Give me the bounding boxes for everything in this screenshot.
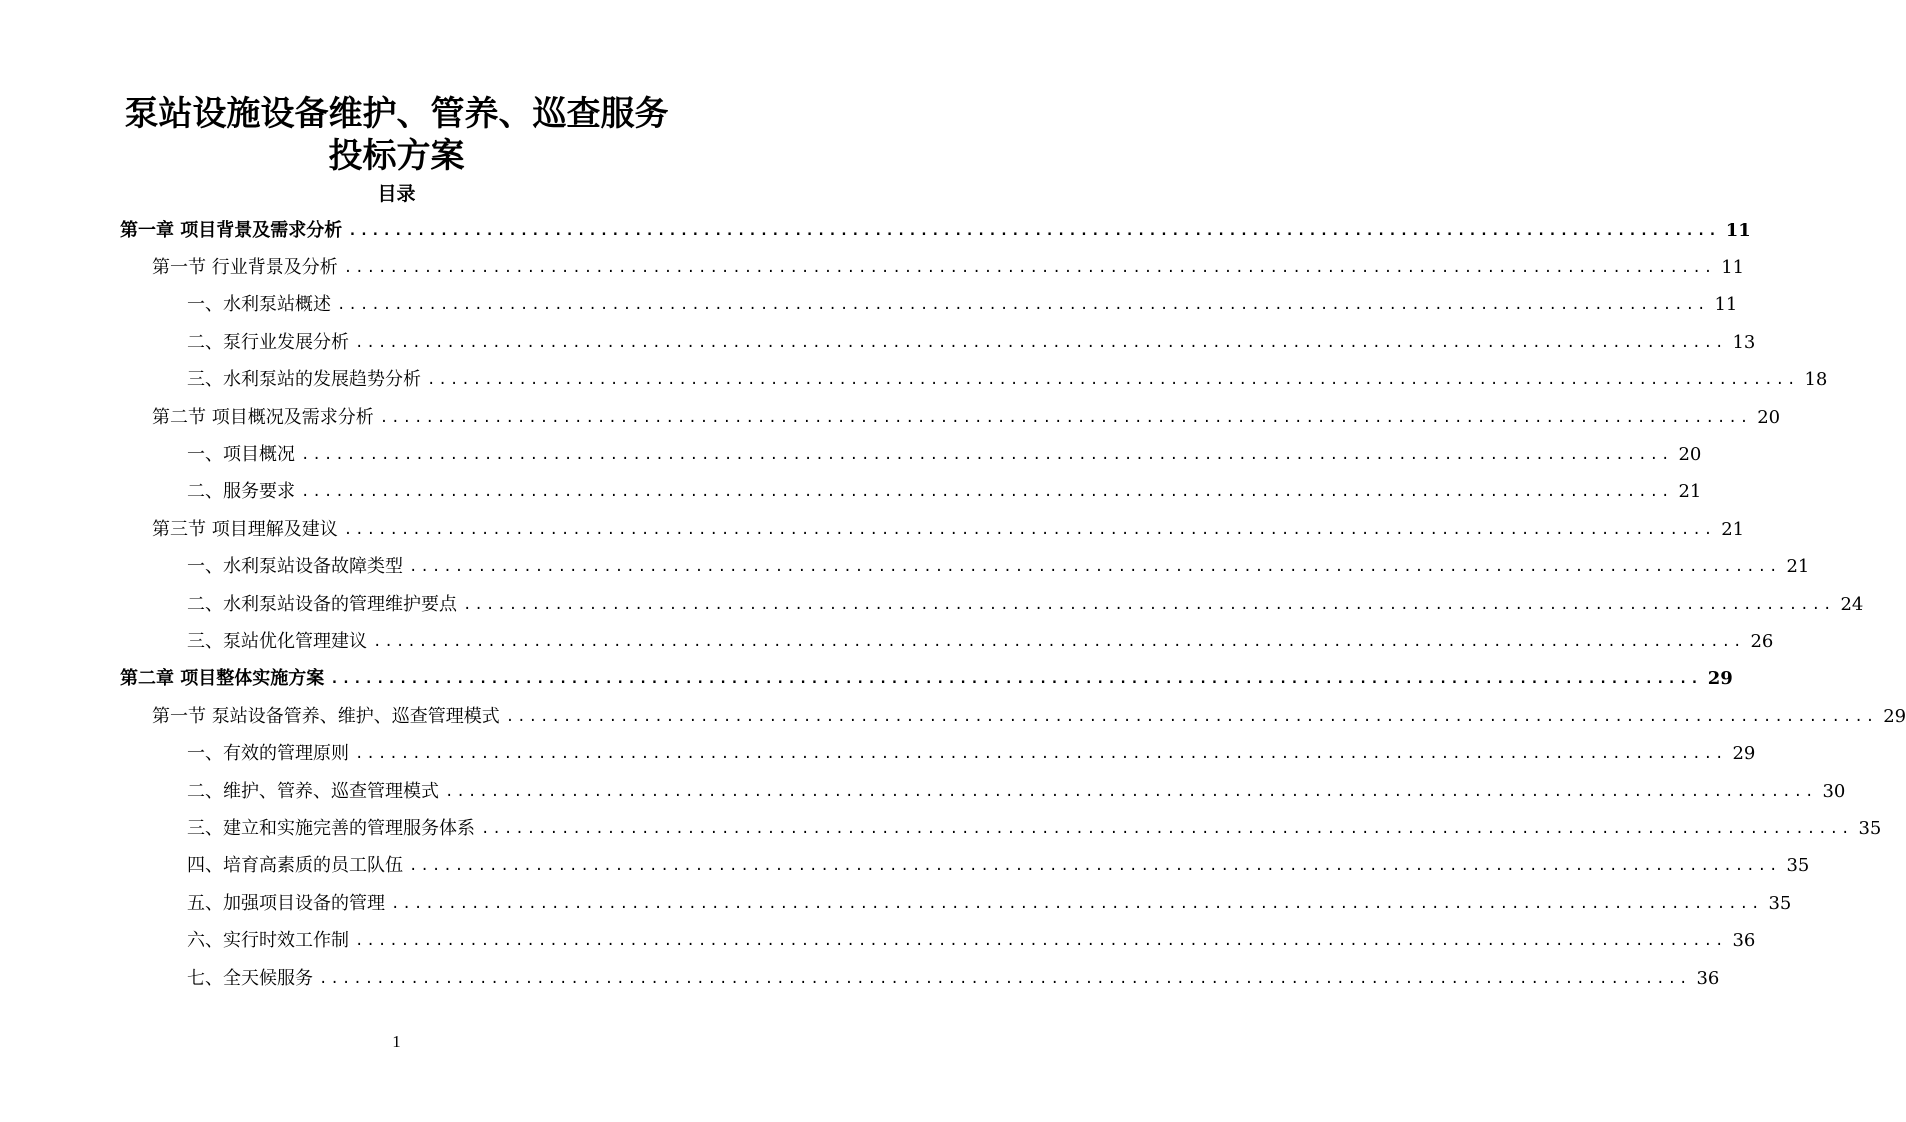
toc-entry-page: 36 bbox=[1696, 967, 1720, 989]
toc-entry-label: 三、泵站优化管理建议 bbox=[187, 630, 367, 652]
toc-dot-leader: ........................................................................................................................ bbox=[337, 297, 1709, 314]
toc-entry-label: 六、实行时效工作制 bbox=[187, 930, 349, 952]
toc-entry-label: 第三节 项目理解及建议 bbox=[152, 518, 338, 540]
toc-entry-page: 21 bbox=[1678, 481, 1702, 503]
toc-entry[interactable] bbox=[152, 698, 1906, 735]
toc-entry[interactable] bbox=[187, 362, 1828, 399]
toc-entry-page: 11 bbox=[1721, 256, 1745, 278]
toc-entry-page: 20 bbox=[1757, 406, 1781, 428]
toc-entry-page: 36 bbox=[1732, 930, 1756, 952]
toc-entry-label: 一、水利泵站概述 bbox=[187, 294, 331, 316]
toc-dot-leader: ........................................................................................................................ bbox=[505, 708, 1878, 725]
toc-dot-leader: ........................................................................................................................ bbox=[463, 596, 1835, 613]
toc-entry-label: 一、有效的管理原则 bbox=[187, 743, 349, 765]
toc-entry-page: 21 bbox=[1721, 518, 1745, 540]
toc-entry-page: 11 bbox=[1725, 219, 1751, 241]
toc-entry[interactable] bbox=[152, 399, 1781, 436]
toc-entry-page: 20 bbox=[1678, 443, 1702, 465]
toc-entry-label: 第一节 行业背景及分析 bbox=[152, 256, 338, 278]
toc-entry-page: 21 bbox=[1786, 556, 1810, 578]
toc-entry[interactable] bbox=[187, 736, 1756, 773]
toc-entry[interactable] bbox=[187, 623, 1774, 660]
toc-entry-label: 一、水利泵站设备故障类型 bbox=[187, 556, 403, 578]
toc-entry-page: 30 bbox=[1822, 780, 1846, 802]
toc-entry-page: 18 bbox=[1804, 369, 1828, 391]
toc-entry-page: 35 bbox=[1786, 855, 1810, 877]
toc-dot-leader: ........................................................................................................................ bbox=[481, 820, 1853, 837]
toc-heading: 目录 bbox=[377, 183, 416, 205]
toc-entry-label: 第二节 项目概况及需求分析 bbox=[152, 406, 374, 428]
toc-dot-leader: ........................................................................................................................ bbox=[348, 222, 1720, 239]
toc-dot-leader: ........................................................................................................................ bbox=[343, 521, 1716, 538]
toc-entry-page: 29 bbox=[1732, 743, 1756, 765]
toc-entry[interactable] bbox=[187, 287, 1738, 324]
toc-dot-leader: ........................................................................................................................ bbox=[427, 372, 1799, 389]
toc-dot-leader: ........................................................................................................................ bbox=[409, 559, 1781, 576]
toc-dot-leader: ........................................................................................................................ bbox=[391, 895, 1763, 912]
toc-entry[interactable] bbox=[187, 474, 1702, 511]
toc-entry[interactable] bbox=[187, 324, 1756, 361]
toc-entry-label: 二、维护、管养、巡查管理模式 bbox=[187, 780, 439, 802]
toc-entry-label: 三、建立和实施完善的管理服务体系 bbox=[187, 817, 475, 839]
toc-entry-page: 29 bbox=[1707, 668, 1733, 690]
toc-dot-leader: ........................................................................................................................ bbox=[409, 858, 1781, 875]
toc-entry-label: 第一节 泵站设备管养、维护、巡查管理模式 bbox=[152, 705, 500, 727]
toc-entry-label: 第一章 项目背景及需求分析 bbox=[120, 219, 343, 241]
toc-entry[interactable] bbox=[187, 773, 1846, 810]
toc-entry-page: 13 bbox=[1732, 331, 1756, 353]
toc-entry[interactable] bbox=[120, 661, 1733, 698]
document-title-line-2: 投标方案 bbox=[328, 136, 465, 176]
toc-dot-leader: ........................................................................................................................ bbox=[343, 259, 1716, 276]
toc-entry-page: 24 bbox=[1840, 593, 1864, 615]
toc-entry-label: 二、水利泵站设备的管理维护要点 bbox=[187, 593, 457, 615]
toc-entry-page: 35 bbox=[1858, 817, 1882, 839]
toc-entry-label: 二、泵行业发展分析 bbox=[187, 331, 349, 353]
toc-dot-leader: ........................................................................................................................ bbox=[373, 633, 1745, 650]
toc-entry-label: 五、加强项目设备的管理 bbox=[187, 892, 385, 914]
toc-dot-leader: ........................................................................................................................ bbox=[330, 671, 1702, 688]
toc-entry-label: 一、项目概况 bbox=[187, 443, 295, 465]
toc-dot-leader: ........................................................................................................................ bbox=[319, 970, 1691, 987]
toc-dot-leader: ........................................................................................................................ bbox=[301, 446, 1673, 463]
toc-dot-leader: ........................................................................................................................ bbox=[379, 409, 1752, 426]
toc-entry-label: 二、服务要求 bbox=[187, 481, 295, 503]
toc-entry[interactable] bbox=[187, 923, 1756, 960]
toc-entry-label: 第二章 项目整体实施方案 bbox=[120, 668, 325, 690]
toc-entry[interactable] bbox=[187, 549, 1810, 586]
toc-entry[interactable] bbox=[187, 848, 1810, 885]
toc-dot-leader: ........................................................................................................................ bbox=[355, 933, 1727, 950]
document-title-line-1: 泵站设施设备维护、管养、巡查服务 bbox=[124, 94, 669, 134]
toc-entry[interactable] bbox=[187, 436, 1702, 473]
toc-entry[interactable] bbox=[187, 586, 1864, 623]
toc-entry-page: 29 bbox=[1883, 705, 1906, 727]
toc-dot-leader: ........................................................................................................................ bbox=[301, 484, 1673, 501]
toc-entry-label: 七、全天候服务 bbox=[187, 967, 313, 989]
toc-entry[interactable] bbox=[187, 810, 1882, 847]
toc-entry[interactable] bbox=[152, 511, 1745, 548]
toc-entry-page: 26 bbox=[1750, 630, 1774, 652]
page-number: 1 bbox=[392, 1032, 401, 1051]
toc-entry-label: 四、培育高素质的员工队伍 bbox=[187, 855, 403, 877]
toc-entry-label: 三、水利泵站的发展趋势分析 bbox=[187, 369, 421, 391]
toc-entry[interactable] bbox=[187, 885, 1792, 922]
toc-entry-page: 11 bbox=[1714, 294, 1738, 316]
toc-entry[interactable] bbox=[187, 960, 1720, 997]
toc-dot-leader: ........................................................................................................................ bbox=[445, 783, 1817, 800]
toc-entry-page: 35 bbox=[1768, 892, 1792, 914]
toc-entry[interactable] bbox=[120, 212, 1751, 249]
toc-dot-leader: ........................................................................................................................ bbox=[355, 746, 1727, 763]
toc-entry[interactable] bbox=[152, 249, 1745, 286]
toc-dot-leader: ........................................................................................................................ bbox=[355, 334, 1727, 351]
